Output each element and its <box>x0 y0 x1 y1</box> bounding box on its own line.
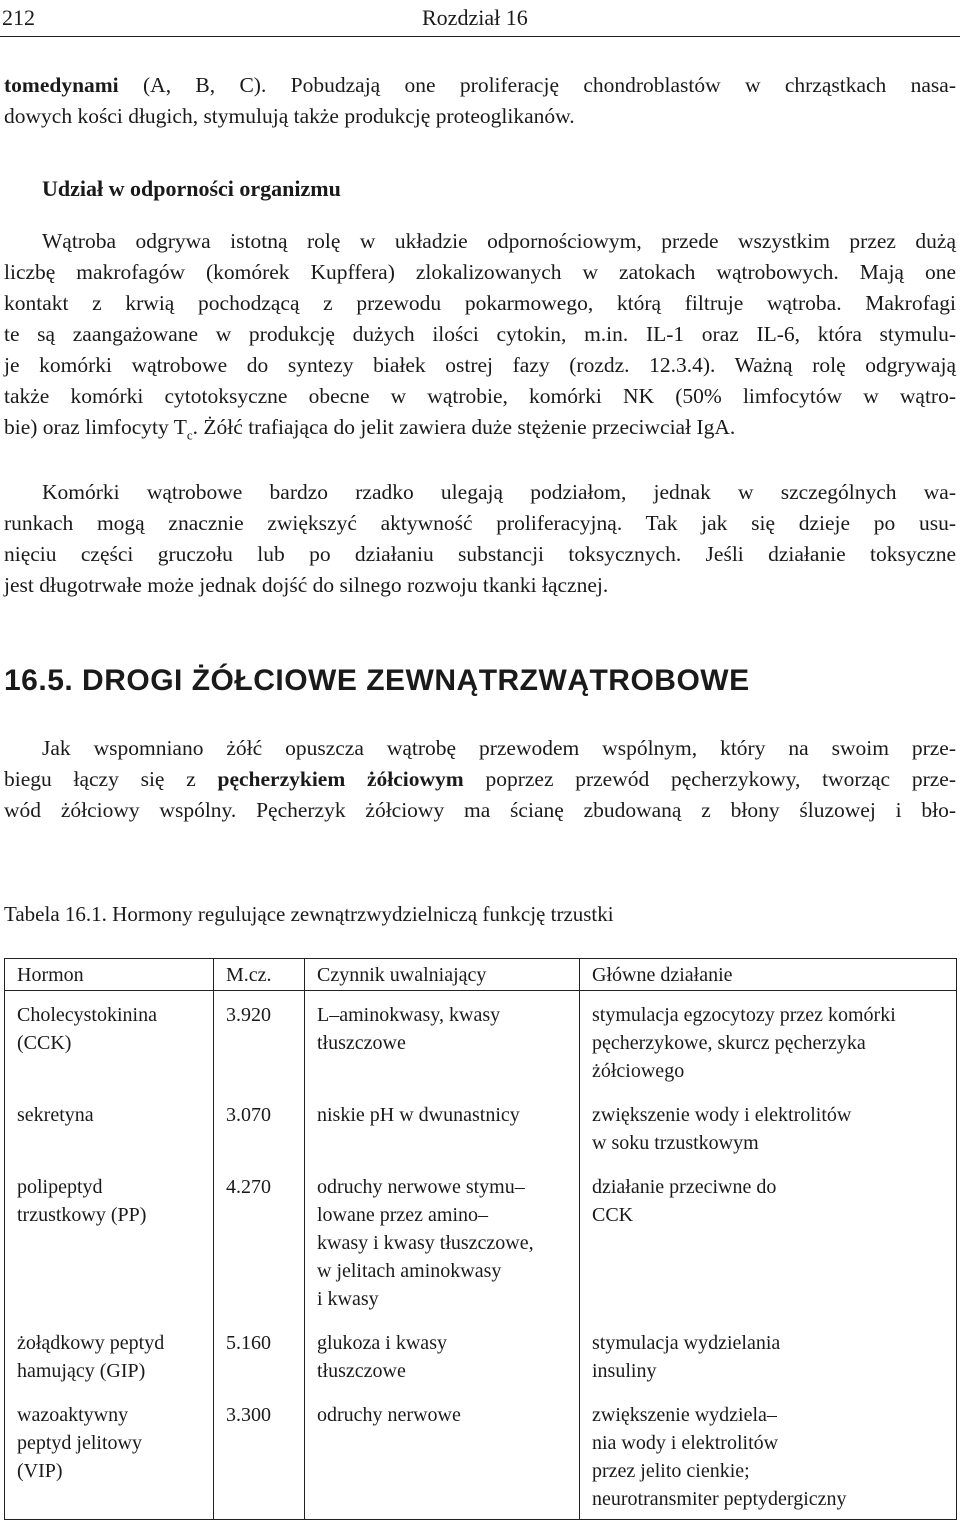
subheading: Udział w odporności organizmu <box>42 176 341 201</box>
table-cell: działanie przeciwne do CCK <box>580 1163 957 1319</box>
table-row <box>5 1163 957 1319</box>
table-row <box>5 1091 957 1163</box>
page-number: 212 <box>2 5 35 30</box>
paragraph-immunity <box>4 226 956 450</box>
column-header: Główne działanie <box>580 959 957 991</box>
line-text: (A, B, C). Pobudzają one proliferację chondroblastów w chrząstkach nasa- <box>118 73 956 97</box>
paragraph-line: kontakt z krwią pochodzącą z przewodu pokarmowego, którą filtruje wątroba. Makrofagi <box>4 291 956 315</box>
table-cell: zwiększenie wody i elektrolitów w soku trzustkowym <box>580 1091 957 1163</box>
table-cell: 3.070 <box>214 1091 305 1163</box>
table-cell: polipeptyd trzustkowy (PP) <box>5 1163 214 1319</box>
paragraph-line: Jak wspomniano żółć opuszcza wątrobę przewodem wspólnym, który na swoim prze- <box>42 736 956 760</box>
table-cell: Cholecystokinina (CCK) <box>5 991 214 1092</box>
table-cell: żołądkowy peptyd hamujący (GIP) <box>5 1319 214 1391</box>
section-heading: 16.5. DROGI ŻÓŁCIOWE ZEWNĄTRZWĄTROBOWE <box>4 664 750 697</box>
paragraph-line: wód żółciowy wspólny. Pęcherzyk żółciowy ma ścianę zbudowaną z błony śluzowej i bło- <box>4 798 956 822</box>
table-cell: 4.270 <box>214 1163 305 1319</box>
table-row <box>5 1319 957 1391</box>
column-header: M.cz. <box>214 959 305 991</box>
table-cell: odruchy nerwowe <box>305 1391 580 1520</box>
running-header <box>0 2 960 37</box>
column-header: Czynnik uwalniający <box>305 959 580 991</box>
paragraph-line: nięciu części gruczołu lub po działaniu substancji toksycznych. Jeśli działanie toksyczne <box>4 542 956 566</box>
paragraph-bile-ducts <box>4 733 956 826</box>
paragraph-line <box>4 412 956 450</box>
line-text: poprzez przewód pęcherzykowy, tworząc prze- <box>463 767 956 791</box>
chapter-title: Rozdział 16 <box>422 5 528 30</box>
table-cell: stymulacja egzocytozy przez komórki pęcherzykowe, skurcz pęcherzyka żółciowego <box>580 991 957 1092</box>
table-cell: L–aminokwasy, kwasy tłuszczowe <box>305 991 580 1092</box>
table-cell: 3.920 <box>214 991 305 1092</box>
table-row <box>5 991 957 1092</box>
paragraph-line: Wątroba odgrywa istotną rolę w układzie odpornościowym, przede wszystkim przez dużą <box>42 229 956 253</box>
table-cell: stymulacja wydzielania insuliny <box>580 1319 957 1391</box>
hormone-table <box>4 958 957 1520</box>
paragraph-line: je komórki wątrobowe do syntezy białek ostrej fazy (rozdz. 12.3.4). Ważną rolę odgrywają <box>4 353 956 377</box>
table-cell: niskie pH w dwunastnicy <box>305 1091 580 1163</box>
paragraph-line: runkach mogą znacznie zwiększyć aktywność proliferacyjną. Tak jak się dzieje po usu- <box>4 511 956 535</box>
line-text: biegu łączy się z <box>4 767 218 791</box>
paragraph-line <box>4 70 956 101</box>
paragraph-line: Komórki wątrobowe bardzo rzadko ulegają podziałom, jednak w szczególnych wa- <box>42 480 956 504</box>
paragraph-regeneration <box>4 477 956 601</box>
table-cell: glukoza i kwasy tłuszczowe <box>305 1319 580 1391</box>
bold-term: pęcherzykiem żółciowym <box>217 767 464 791</box>
paragraph-line <box>4 764 956 795</box>
paragraph-line: także komórki cytotoksyczne obecne w wątrobie, komórki NK (50% limfocytów w wątro- <box>4 384 956 408</box>
table-header-row <box>5 959 957 991</box>
paragraph-intro <box>4 70 956 132</box>
table-cell: sekretyna <box>5 1091 214 1163</box>
bold-term: tomedynami <box>4 73 119 97</box>
table-row <box>5 1391 957 1520</box>
table-cell: wazoaktywny peptyd jelitowy (VIP) <box>5 1391 214 1520</box>
column-header: Hormon <box>5 959 214 991</box>
paragraph-line: jest długotrwałe może jednak dojść do silnego rozwoju tkanki łącznej. <box>4 573 609 597</box>
table-cell: 3.300 <box>214 1391 305 1520</box>
paragraph-line: dowych kości długich, stymulują także produkcję proteoglikanów. <box>4 104 575 128</box>
line-text: . Żółć trafiająca do jelit zawiera duże stężenie przeciwciał IgA. <box>192 415 736 439</box>
table-caption: Tabela 16.1. Hormony regulujące zewnątrzwydzielniczą funkcję trzustki <box>4 902 614 926</box>
paragraph-line: liczbę makrofagów (komórek Kupffera) zlokalizowanych w zatokach wątrobowych. Mają one <box>4 260 956 284</box>
line-text: bie) oraz limfocyty T <box>4 415 187 439</box>
subscript: c <box>186 427 193 443</box>
table-cell: odruchy nerwowe stymu– lowane przez amino– kwasy i kwasy tłuszczowe, w jelitach aminokwasy i kwasy <box>305 1163 580 1319</box>
table-cell: 5.160 <box>214 1319 305 1391</box>
paragraph-line: te są zaangażowane w produkcję dużych ilości cytokin, m.in. IL-1 oraz IL-6, która stymulu- <box>4 322 956 346</box>
table-cell: zwiększenie wydziela– nia wody i elektrolitów przez jelito cienkie; neurotransmiter peptydergiczny <box>580 1391 957 1520</box>
